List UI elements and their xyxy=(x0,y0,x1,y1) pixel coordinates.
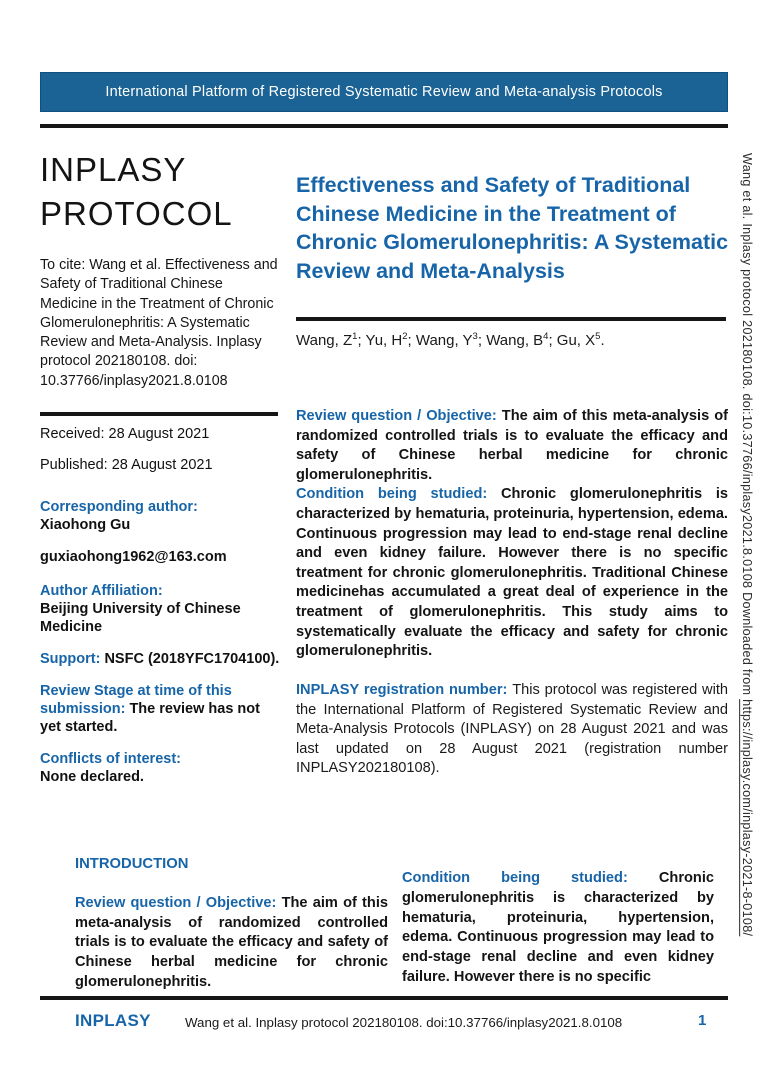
metadata-column xyxy=(40,498,280,800)
sidebar-download-link[interactable]: https://inplasy.com/inplasy-2021-8-0108/ xyxy=(740,699,754,937)
author-affil-sup: 4 xyxy=(543,331,549,342)
author-name: Wang, Y xyxy=(415,332,473,349)
conflicts-value: None declared. xyxy=(40,769,144,785)
masthead-line1: INPLASY xyxy=(40,151,187,188)
citation-block: To cite: Wang et al. Effectiveness and Safety of Traditional Chinese Medicine in the Treatment of Chronic Glomerulonephritis: A Systematic Review and Meta-Analysis. Inplasy protocol 202180108. doi: 10.37766/inplasy2021.8.0108 xyxy=(40,257,278,389)
authors-line xyxy=(296,331,728,349)
support-value: NSFC (2018YFC1704100). xyxy=(104,651,280,667)
review-question-paragraph xyxy=(296,407,728,485)
divider-left-column xyxy=(40,412,278,416)
author xyxy=(557,332,605,349)
author xyxy=(296,332,366,349)
introduction-review-question-text: The aim of this meta-analysis of randomized controlled trials is to evaluate the efficacy and safety of Chinese herbal medicine for chronic glomerulonephritis. xyxy=(75,894,389,990)
published-date: Published: 28 August 2021 xyxy=(40,457,213,473)
author-name: Wang, B xyxy=(486,332,544,349)
author-affil-sup: 5 xyxy=(595,331,601,342)
review-stage-label: Review Stage at time of this submission: xyxy=(40,683,232,717)
affiliation-text: Beijing University of Chinese Medicine xyxy=(40,601,241,635)
journal-banner xyxy=(40,72,728,112)
sidebar-citation-text: Wang et al. Inplasy protocol 202180108. doi:10.37766/inplasy2021.8.0108 Downloaded from xyxy=(740,153,754,700)
page-number: 1 xyxy=(698,1012,707,1029)
corresponding-author-block xyxy=(40,498,280,534)
affiliation-label: Author Affiliation: xyxy=(40,583,163,599)
introduction-review-question-label: Review question / Objective: xyxy=(75,894,282,911)
condition-paragraph xyxy=(296,485,728,661)
review-question-text: The aim of this meta-analysis of randomized controlled trials is to evaluate the efficacy and safety of Chinese herbal medicine for chronic glomerulonephritis. xyxy=(296,408,728,483)
condition-label: Condition being studied: xyxy=(296,486,502,503)
affiliation-block xyxy=(40,582,280,636)
author-name: Gu, X xyxy=(556,332,596,349)
divider-title xyxy=(296,317,726,321)
journal-banner-text: International Platform of Registered Systematic Review and Meta-analysis Protocols xyxy=(105,84,663,100)
author-separator: ; xyxy=(477,332,487,349)
author-affil-sup: 2 xyxy=(402,331,408,342)
introduction-right-column xyxy=(402,869,714,988)
registration-text: This protocol was registered with the International Platform of Registered Systematic Review and Meta-Analysis Protocols (INPLASY) on 28 August 2021 and was last updated on 28 August 2021 (registration number INPLASY202180108). xyxy=(296,682,728,777)
support-label: Support: xyxy=(40,651,105,667)
introduction-heading: INTRODUCTION xyxy=(75,856,189,872)
introduction-condition-label: Condition being studied: xyxy=(402,870,659,886)
received-date: Received: 28 August 2021 xyxy=(40,426,210,442)
registration-label: INPLASY registration number: xyxy=(296,682,513,698)
conflicts-block xyxy=(40,750,280,786)
introduction-review-question xyxy=(75,894,388,993)
support-block xyxy=(40,650,280,668)
introduction-left-column xyxy=(75,855,388,993)
author-separator: ; xyxy=(548,332,557,349)
footer-brand: INPLASY xyxy=(75,1011,151,1030)
introduction-condition xyxy=(402,869,714,988)
condition-text: Chronic glomerulonephritis is characterized by hematuria, proteinuria, hypertension, edema. Continuous progression may lead to end-stage renal decline and even kidney failure. However there is no specific treatment for chronic glomerulonephritis. Traditional Chinese medicinehas accumulated a great deal of experience in the treatment of glomerulonephritis. This study aims to systematically evaluate the efficacy and safety for chronic glomerulonephritis. xyxy=(296,486,728,660)
author xyxy=(486,332,557,349)
registration-paragraph xyxy=(296,681,728,779)
sidebar-download-note xyxy=(740,153,754,1053)
divider-top xyxy=(40,124,728,128)
masthead-line2: PROTOCOL xyxy=(40,195,233,232)
introduction-condition-text: Chronic glomerulonephritis is characterized by hematuria, proteinuria, hypertension, edema. Continuous progression may lead to end-stage renal decline and even kidney failure. However there is no specific xyxy=(402,870,714,985)
author-separator: ; xyxy=(407,332,416,349)
author-separator: . xyxy=(600,332,605,349)
author xyxy=(366,332,416,349)
masthead xyxy=(40,148,233,236)
article-title: Effectiveness and Safety of Traditional Chinese Medicine in the Treatment of Chronic Glomerulonephritis: A Systematic Review and Meta-Analysis xyxy=(296,173,729,283)
footer-citation: Wang et al. Inplasy protocol 202180108. doi:10.37766/inplasy2021.8.0108 xyxy=(185,1015,623,1030)
author-separator: ; xyxy=(357,332,366,349)
abstract-block xyxy=(296,407,728,662)
author xyxy=(416,332,486,349)
corresponding-author-name: Xiaohong Gu xyxy=(40,517,131,533)
divider-footer xyxy=(40,996,728,1000)
author-name: Yu, H xyxy=(365,332,403,349)
author-affil-sup: 1 xyxy=(352,331,358,342)
review-stage-value: The review has not yet started. xyxy=(40,701,260,735)
author-name: Wang, Z xyxy=(296,332,353,349)
corresponding-author-email xyxy=(40,548,280,566)
review-stage-block xyxy=(40,682,280,736)
email-text: guxiaohong1962@163.com xyxy=(40,549,227,565)
author-affil-sup: 3 xyxy=(472,331,478,342)
corresponding-author-label: Corresponding author: xyxy=(40,499,198,515)
conflicts-label: Conflicts of interest: xyxy=(40,751,181,767)
review-question-label: Review question / Objective: xyxy=(296,408,502,424)
